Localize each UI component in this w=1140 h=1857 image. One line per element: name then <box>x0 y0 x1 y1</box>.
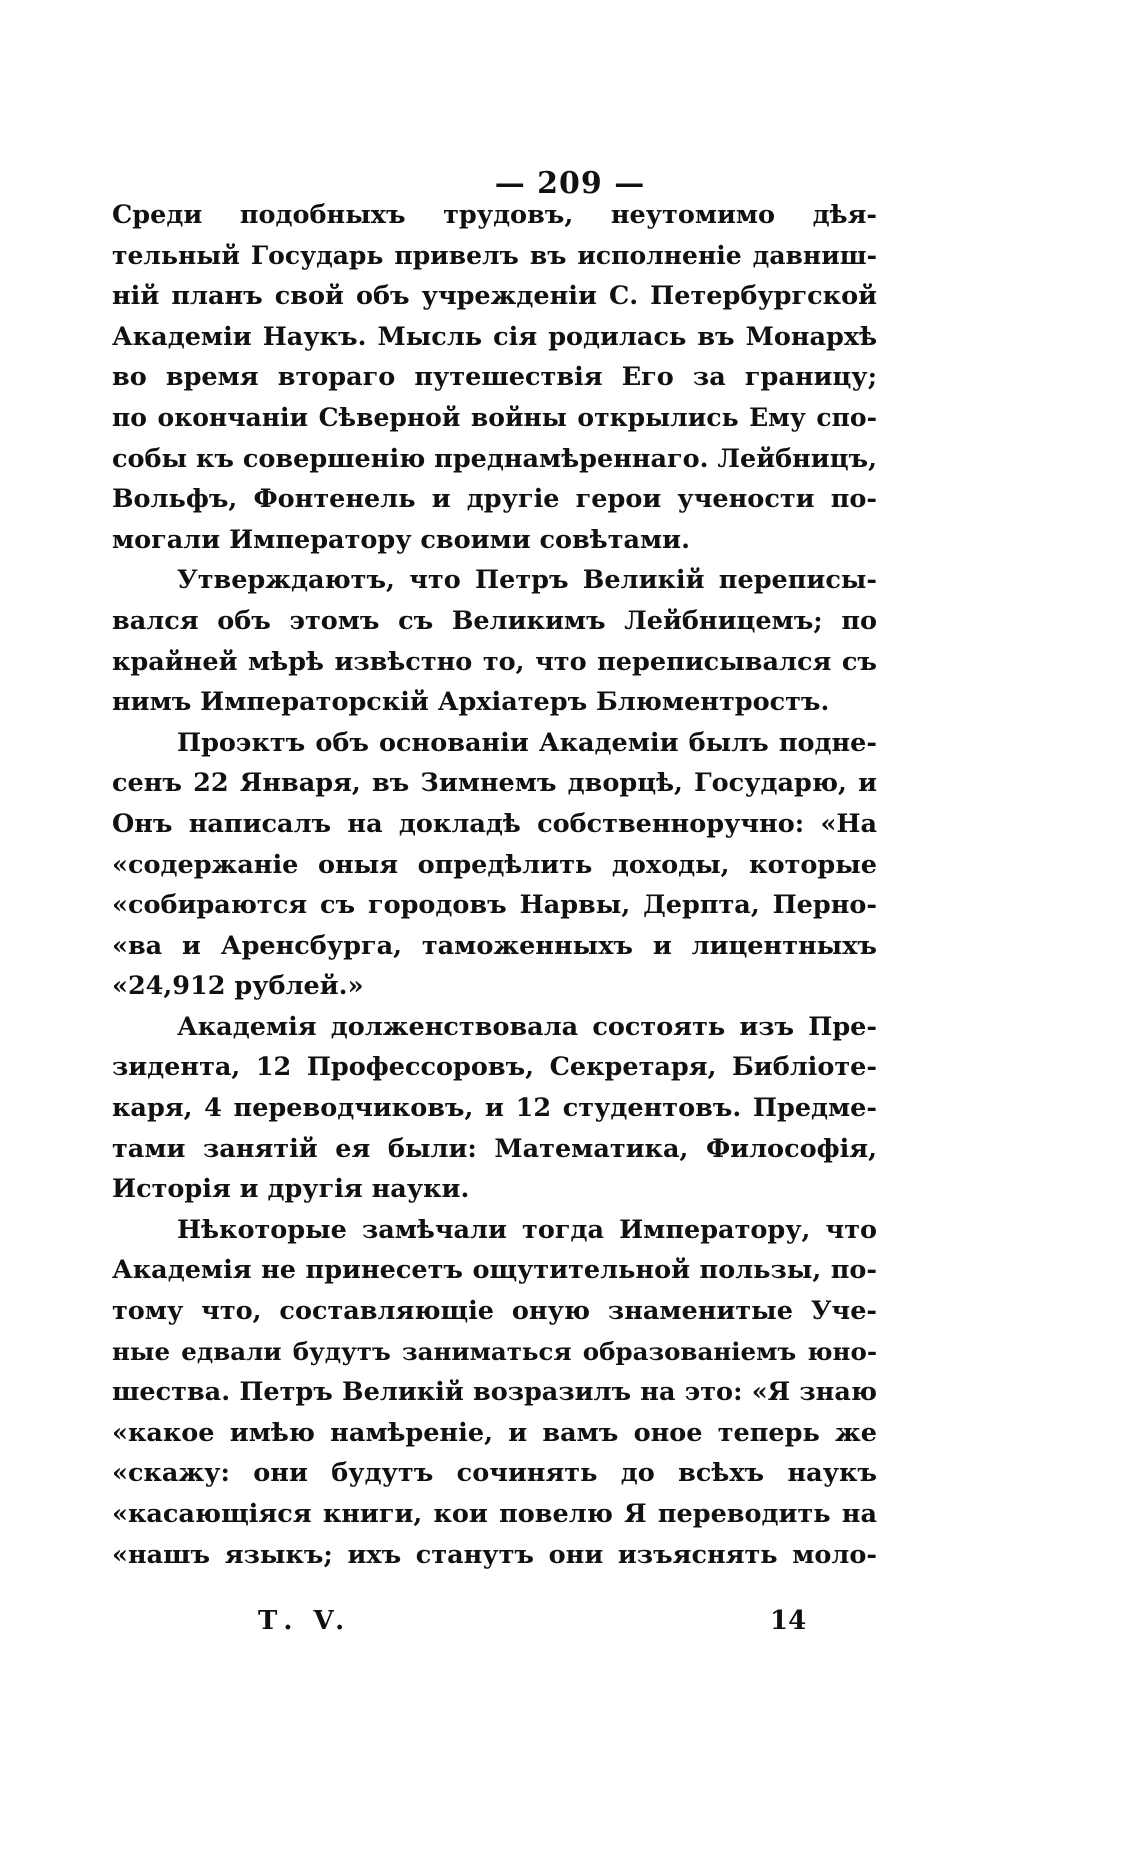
text-line: «ва и Аренсбурга, таможенныхъ и лицентныхъ <box>112 930 877 961</box>
text-line: тами занятій ея были: Математика, Философія, <box>112 1133 877 1164</box>
text-line: Академія долженствовала состоять изъ Пре- <box>177 1011 877 1042</box>
text-line: ные едвали будутъ заниматься образованіемъ юно- <box>112 1336 877 1366</box>
text-line: шества. Петръ Великій возразилъ на это: «Я знаю <box>112 1377 877 1408</box>
paragraph-5 <box>112 1210 877 1575</box>
text-line: Академіи Наукъ. Мысль сія родилась въ Монархѣ <box>112 321 877 352</box>
paragraph-4 <box>112 1007 877 1210</box>
page-signature <box>0 1606 1140 1646</box>
text-line: во время втораго путешествія Его за границу; <box>112 362 877 393</box>
gathering-number: 14 <box>770 1606 807 1636</box>
text-line: Проэктъ объ основаніи Академіи былъ подне- <box>177 727 877 758</box>
text-line: «какое имѣю намѣреніе, и вамъ оное теперь же <box>112 1417 877 1448</box>
text-line: по окончаніи Сѣверной войны открылись Ему спо- <box>112 402 877 432</box>
page-number-header: — 209 — <box>494 166 646 201</box>
text-line: Нѣкоторые замѣчали тогда Императору, что <box>177 1214 877 1245</box>
text-line: ній планъ свой объ учрежденіи С. Петербургской <box>112 281 877 312</box>
text-line: Среди подобныхъ трудовъ, неутомимо дѣя- <box>112 200 877 230</box>
text-line: Утверждаютъ, что Петръ Великій переписы- <box>177 565 877 596</box>
paragraph-3 <box>112 723 877 1007</box>
text-line: «касающіяся книги, кои повелю Я переводить на <box>112 1499 877 1529</box>
text-line: «24,912 рублей.» <box>112 971 364 1002</box>
text-line: нимъ Императорскій Архіатеръ Блюментростъ. <box>112 687 830 718</box>
text-line: Академія не принесетъ ощутительной пользы, по- <box>112 1255 877 1286</box>
text-line: Исторія и другія науки. <box>112 1174 470 1205</box>
text-line: «содержаніе оныя опредѣлить доходы, которые <box>112 849 877 880</box>
text-line: тому что, составляющіе оную знаменитые Уче- <box>112 1296 877 1327</box>
body-text <box>112 195 877 1575</box>
text-line: Вольфъ, Фонтенель и другіе герои учености по- <box>112 484 877 515</box>
text-line: могали Императору своими совѣтами. <box>112 524 690 555</box>
text-line: Онъ написалъ на докладѣ собственноручно: «На <box>112 808 877 839</box>
volume-mark: Т. V. <box>258 1606 351 1636</box>
text-line: сенъ 22 Января, въ Зимнемъ дворцѣ, Государю, и <box>112 768 877 799</box>
text-line: каря, 4 переводчиковъ, и 12 студентовъ. Предме- <box>112 1093 877 1124</box>
text-line: тельный Государь привелъ въ исполненіе давниш- <box>112 240 877 270</box>
text-line: «нашъ языкъ; ихъ станутъ они изъяснять моло- <box>112 1539 877 1570</box>
text-line: «скажу: они будутъ сочинять до всѣхъ наукъ <box>112 1458 877 1489</box>
text-line: «собираются съ городовъ Нарвы, Дерпта, Перно- <box>112 890 877 921</box>
text-line: крайней мѣрѣ извѣстно то, что переписывался съ <box>112 646 877 677</box>
text-line: собы къ совершенію преднамѣреннаго. Лейбницъ, <box>112 443 877 474</box>
text-line: зидента, 12 Профессоровъ, Секретаря, Библіоте- <box>112 1052 877 1083</box>
paragraph-1 <box>112 195 877 560</box>
paragraph-2 <box>112 560 877 722</box>
text-line: вался объ этомъ съ Великимъ Лейбницемъ; по <box>112 605 877 636</box>
